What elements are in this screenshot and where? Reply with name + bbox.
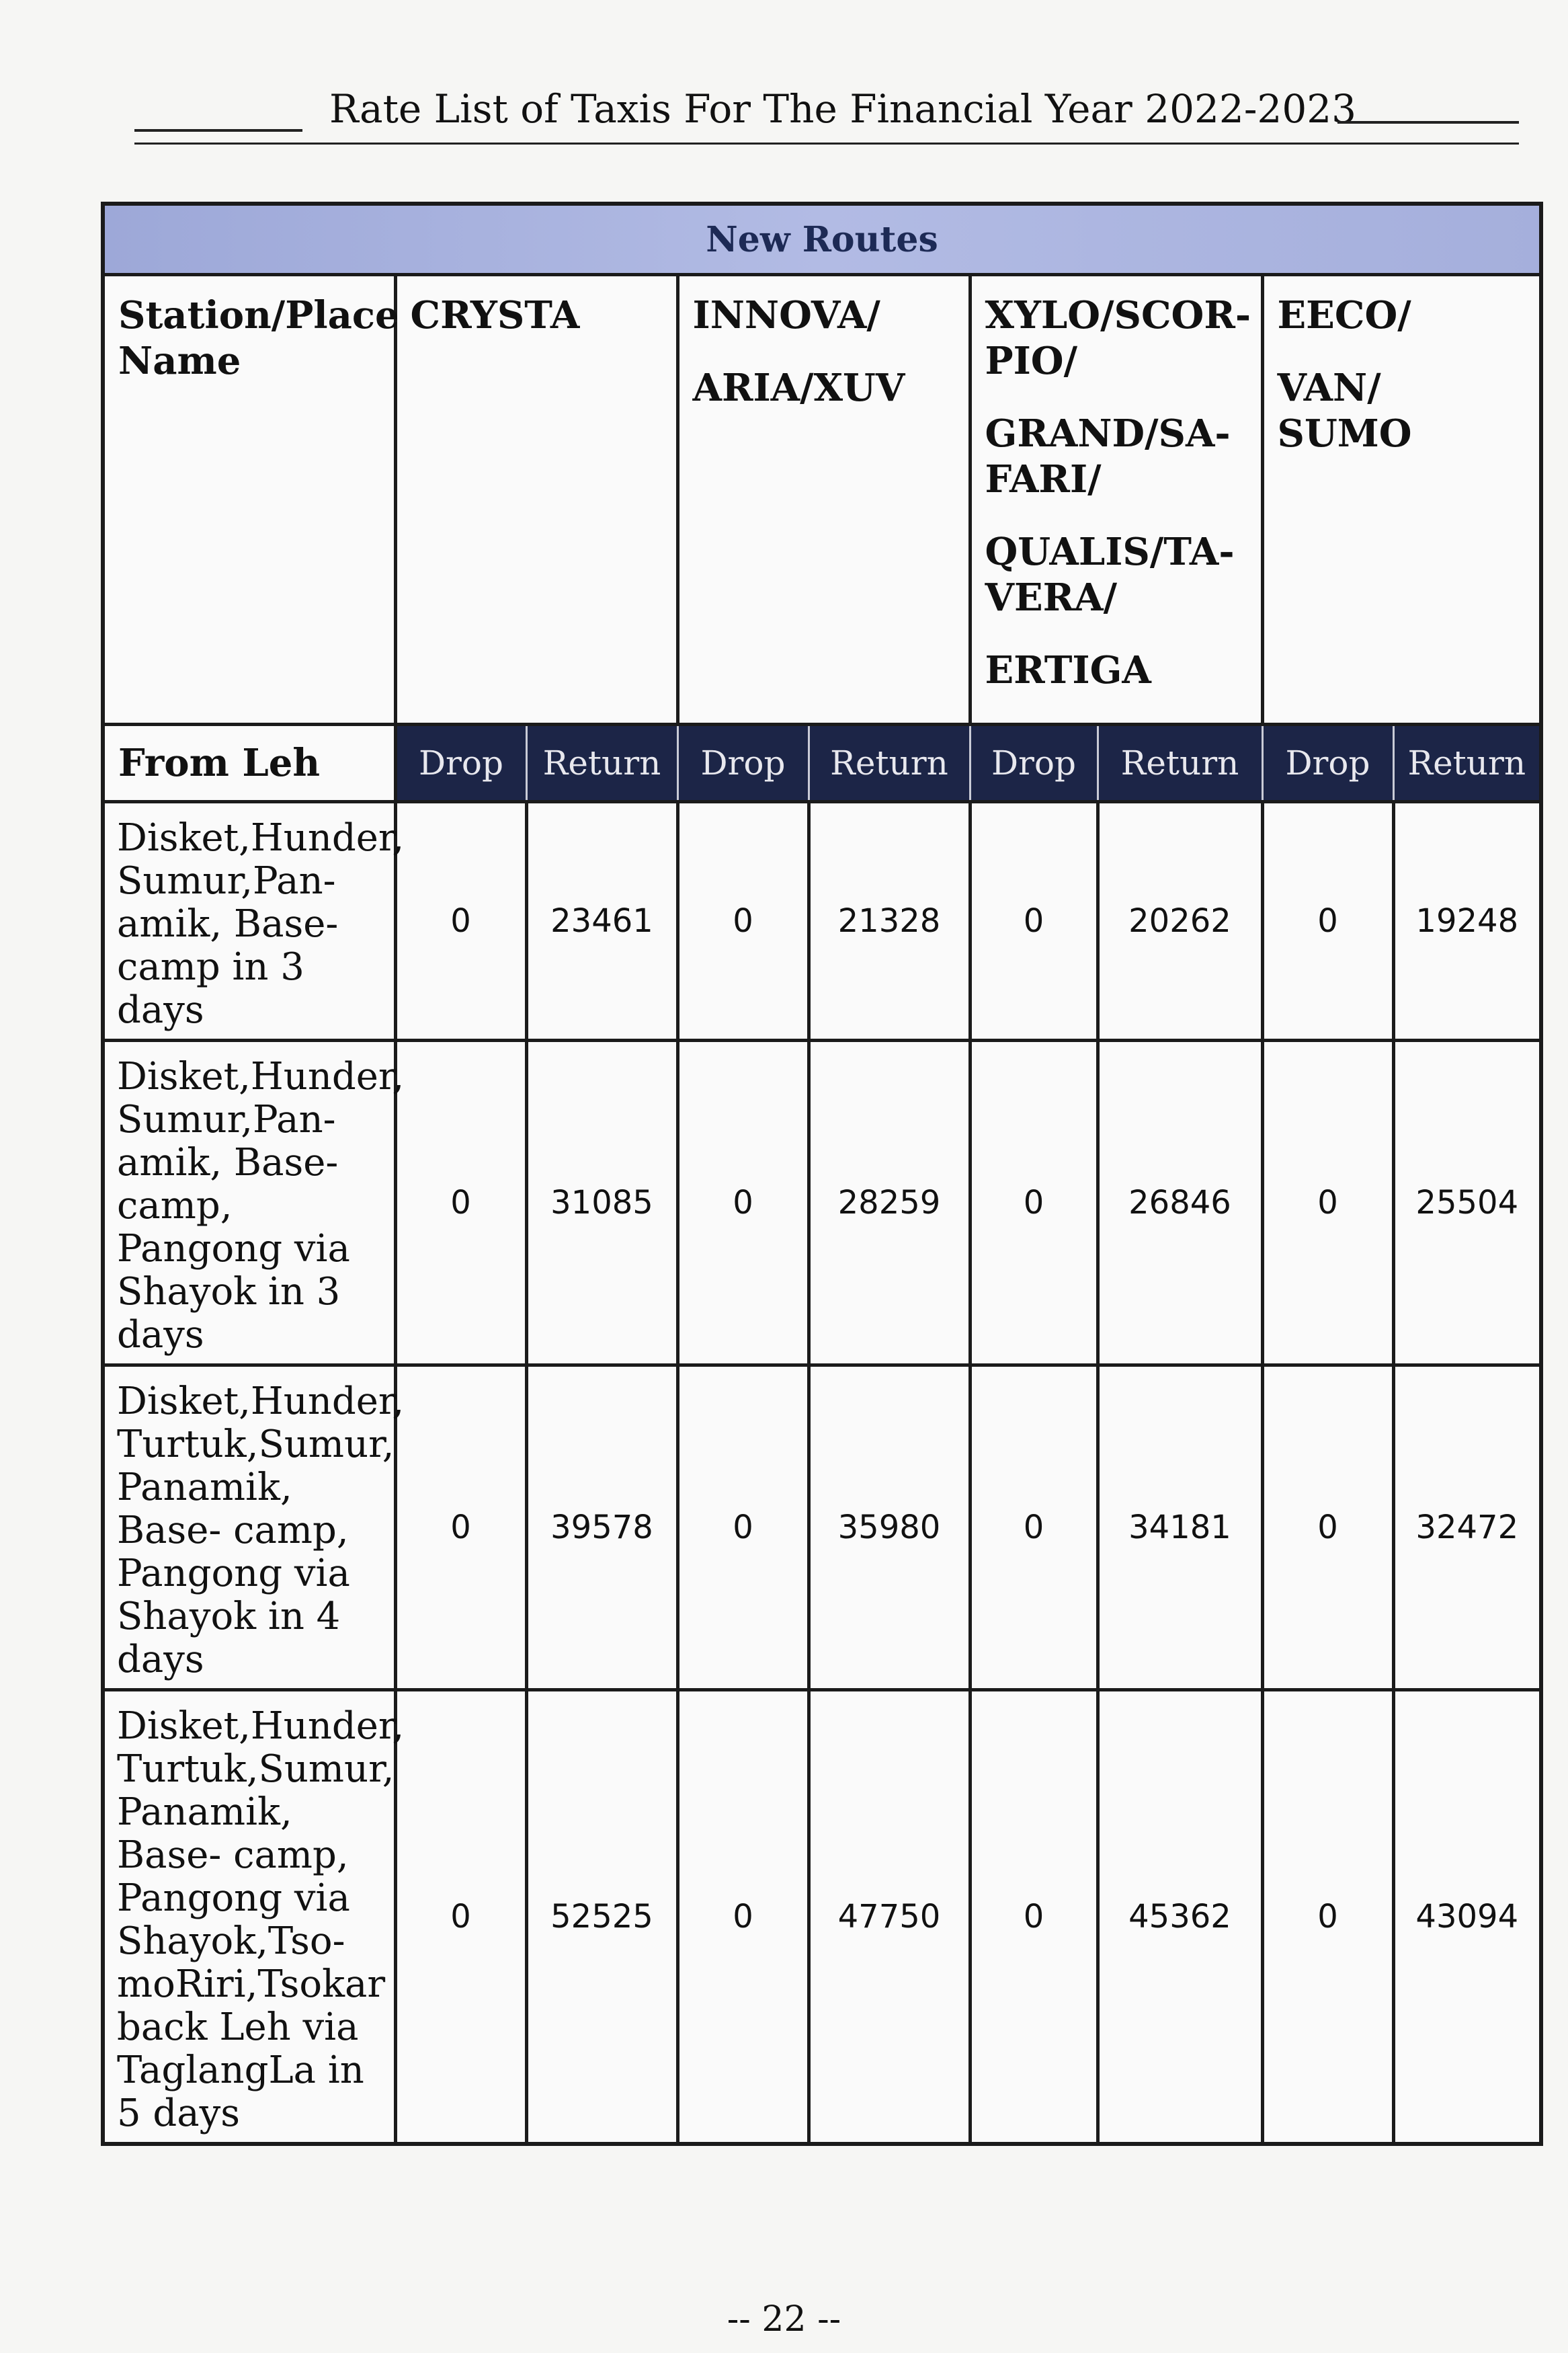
- return-rate-cell: 45362: [1098, 1690, 1262, 2145]
- station-place-cell: Disket,Hunder, Sumur,Pan- amik, Base- camp, Pangong via Shayok in 3 days: [103, 1041, 395, 1365]
- station-header: Station/Place Name: [103, 275, 395, 725]
- return-header: Return: [526, 725, 677, 802]
- vehicle-name-line: XYLO/SCOR-: [985, 293, 1251, 337]
- vehicle-header-1: [677, 275, 970, 725]
- header-gap: [985, 384, 1247, 411]
- drop-rate-cell: 0: [395, 1041, 526, 1365]
- vehicle-name-line: EECO/: [1277, 293, 1411, 337]
- return-rate-cell: 20262: [1098, 802, 1262, 1041]
- vehicle-name-line: ERTIGA: [985, 648, 1151, 692]
- vehicle-header-row: [103, 275, 1541, 725]
- return-rate-cell: 23461: [526, 802, 677, 1041]
- vehicle-name-line: INNOVA/: [692, 293, 880, 337]
- vehicle-header-2: [970, 275, 1262, 725]
- title-rule-right: [1337, 121, 1519, 124]
- return-rate-cell: 35980: [809, 1365, 970, 1690]
- station-place-cell: Disket,Hunder, Turtuk,Sumur, Panamik, Base- camp, Pangong via Shayok,Tso- moRiri,Tsokar back Leh via TaglangLa in 5 days: [103, 1690, 395, 2145]
- header-gap: [985, 621, 1247, 647]
- table-body: [103, 204, 1541, 2144]
- return-rate-cell: 43094: [1393, 1690, 1541, 2145]
- drop-rate-cell: 0: [970, 1041, 1098, 1365]
- drop-rate-cell: 0: [970, 802, 1098, 1041]
- drop-rate-cell: 0: [1262, 1690, 1393, 2145]
- station-place-cell: Disket,Hunder, Sumur,Pan- amik, Base- camp in 3 days: [103, 802, 395, 1041]
- return-rate-cell: 26846: [1098, 1041, 1262, 1365]
- drop-rate-cell: 0: [677, 1690, 809, 2145]
- header-gap: [1278, 338, 1526, 365]
- rate-table: [101, 202, 1543, 2146]
- drop-rate-cell: 0: [395, 1365, 526, 1690]
- drop-rate-cell: 0: [677, 1365, 809, 1690]
- drop-header: Drop: [677, 725, 809, 802]
- vehicle-name-line: ARIA/XUV: [692, 366, 905, 410]
- vehicle-name-line: FARI/: [985, 457, 1102, 502]
- drop-header: Drop: [1262, 725, 1393, 802]
- header-gap: [985, 502, 1247, 529]
- return-rate-cell: 19248: [1393, 802, 1541, 1041]
- table-banner: New Routes: [103, 204, 1541, 275]
- vehicle-name-line: GRAND/SA-: [985, 411, 1231, 456]
- return-header: Return: [809, 725, 970, 802]
- page-number: -- 22 --: [727, 2299, 841, 2340]
- header-gap: [693, 338, 955, 365]
- drop-header: Drop: [970, 725, 1098, 802]
- vehicle-name-line: PIO/: [985, 339, 1078, 383]
- return-rate-cell: 21328: [809, 802, 970, 1041]
- drop-rate-cell: 0: [970, 1365, 1098, 1690]
- vehicle-header-3: [1262, 275, 1541, 725]
- drop-rate-cell: 0: [1262, 1365, 1393, 1690]
- return-rate-cell: 31085: [526, 1041, 677, 1365]
- return-rate-cell: 39578: [526, 1365, 677, 1690]
- drop-rate-cell: 0: [970, 1690, 1098, 2145]
- drop-header: Drop: [395, 725, 526, 802]
- drop-rate-cell: 0: [395, 1690, 526, 2145]
- return-header: Return: [1098, 725, 1262, 802]
- vehicle-name-line: VERA/: [985, 575, 1118, 620]
- return-header: Return: [1393, 725, 1541, 802]
- table-row: [103, 1365, 1541, 1690]
- vehicle-header-0: [395, 275, 677, 725]
- table-row: [103, 802, 1541, 1041]
- return-rate-cell: 28259: [809, 1041, 970, 1365]
- title-rule-left: [134, 129, 302, 132]
- station-place-cell: Disket,Hunder, Turtuk,Sumur, Panamik, Base- camp, Pangong via Shayok in 4 days: [103, 1365, 395, 1690]
- drop-rate-cell: 0: [1262, 1041, 1393, 1365]
- table-row: [103, 1690, 1541, 2145]
- return-rate-cell: 47750: [809, 1690, 970, 2145]
- return-rate-cell: 34181: [1098, 1365, 1262, 1690]
- drop-rate-cell: 0: [677, 1041, 809, 1365]
- drop-rate-cell: 0: [677, 802, 809, 1041]
- vehicle-name-line: VAN/: [1277, 366, 1381, 410]
- sub-header-row: [103, 725, 1541, 802]
- vehicle-name-line: QUALIS/TA-: [985, 530, 1235, 574]
- drop-rate-cell: 0: [1262, 802, 1393, 1041]
- page-title-text: Rate List of Taxis For The Financial Year 2022-2023: [329, 86, 1357, 132]
- return-rate-cell: 52525: [526, 1690, 677, 2145]
- return-rate-cell: 25504: [1393, 1041, 1541, 1365]
- banner-row: [103, 204, 1541, 275]
- return-rate-cell: 32472: [1393, 1365, 1541, 1690]
- table-row: [103, 1041, 1541, 1365]
- drop-rate-cell: 0: [395, 802, 526, 1041]
- vehicle-name-line: SUMO: [1277, 411, 1412, 456]
- title-underline: [134, 143, 1519, 145]
- from-leh-label: From Leh: [103, 725, 395, 802]
- page-title: [134, 86, 1546, 147]
- vehicle-name-line: CRYSTA: [410, 293, 580, 337]
